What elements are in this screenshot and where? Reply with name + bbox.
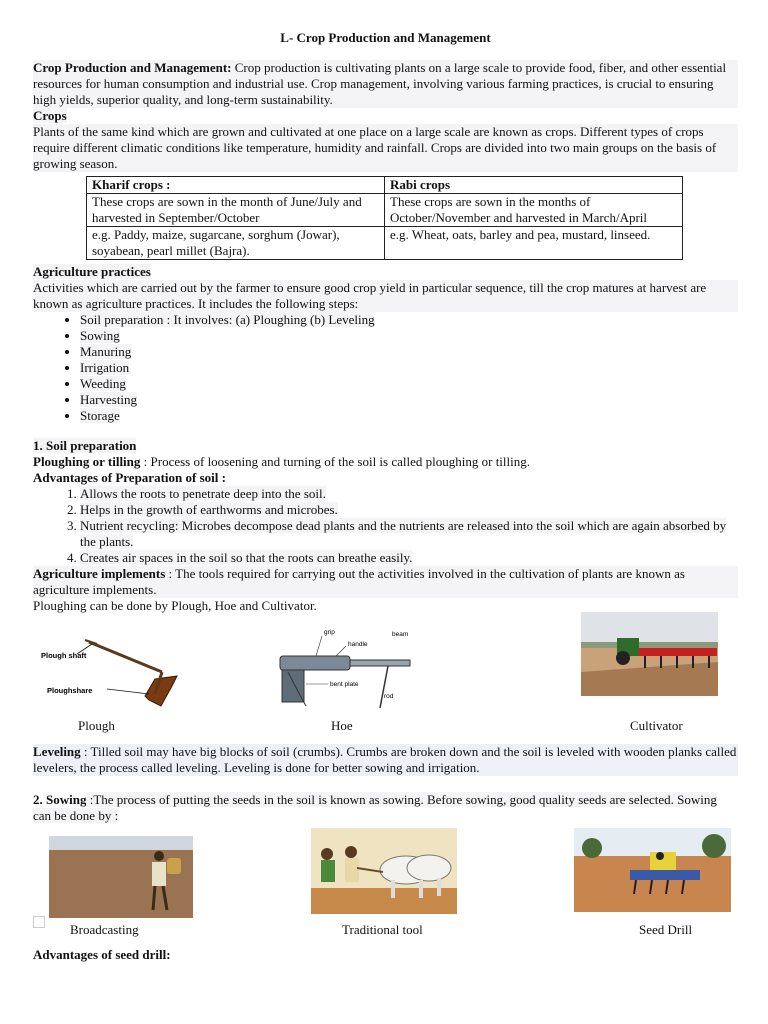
crops-heading-text: Crops: [33, 108, 67, 123]
intro-heading: Crop Production and Management:: [33, 60, 232, 75]
leveling-paragraph: [33, 744, 738, 776]
list-item-text: Creates air spaces in the soil so that the roots can breathe easily.: [80, 550, 413, 565]
list-item-text: Weeding: [80, 376, 126, 391]
list-item-text: Harvesting: [80, 392, 138, 407]
intro-paragraph: [33, 60, 738, 108]
plough-shaft-label: Plough shaft: [41, 651, 87, 660]
list-item: [80, 312, 738, 328]
caption-cultivator: Cultivator: [630, 718, 683, 733]
table-row: [87, 194, 683, 227]
advantages-heading: [33, 470, 738, 486]
ploughing-paragraph: [33, 454, 738, 470]
caption-broadcasting: Broadcasting: [70, 922, 139, 937]
cultivator-photo: [581, 612, 718, 696]
crops-heading: [33, 108, 738, 124]
hoe-rod-label: rod: [384, 693, 394, 700]
caption-seed-drill: Seed Drill: [639, 922, 693, 937]
list-item-text: Manuring: [80, 344, 132, 359]
traditional-tool-photo: [311, 828, 457, 914]
leveling-text: : Tilled soil may have big blocks of soil (crumbs). Crumbs are broken down and the soil is leveled with wooden planks called levelers, the process called leveling. Leveling is done for better sowing and irrigation.: [33, 744, 737, 775]
table-cell: These crops are sown in the month of June/July and harvested in September/October: [87, 194, 385, 227]
broadcasting-photo: [49, 836, 193, 918]
list-item-text: Irrigation: [80, 360, 130, 375]
sowing-text: :The process of putting the seeds in the soil is known as sowing. Before sowing, good quality seeds are selected. Sowing can be done by :: [33, 792, 717, 823]
table-cell: e.g. Wheat, oats, barley and pea, mustard, linseed.: [385, 227, 683, 260]
table-row: [87, 227, 683, 260]
list-item: [80, 360, 738, 376]
implements-figure-row: [33, 614, 738, 733]
checkbox-marker: [33, 916, 45, 928]
ploughing-term: Ploughing or tilling: [33, 454, 141, 469]
sowing-figure-row: [33, 824, 738, 944]
table-cell: e.g. Paddy, maize, sugarcane, sorghum (Jowar), soyabean, pearl millet (Bajra).: [87, 227, 385, 260]
sowing-paragraph: [33, 792, 738, 824]
list-item: [80, 486, 738, 502]
hoe-handle-label: handle: [348, 641, 368, 648]
agri-practices-heading-text: Agriculture practices: [33, 264, 151, 279]
list-item-text: Helps in the growth of earthworms and microbes.: [80, 502, 338, 517]
advantages-list: [33, 486, 738, 566]
hoe-beam-label: beam: [392, 631, 409, 638]
agri-steps-list: [33, 312, 738, 424]
advantages-heading-text: Advantages of Preparation of soil :: [33, 470, 226, 485]
hoe-grip-label: grip: [324, 629, 335, 636]
implements-paragraph: [33, 566, 738, 598]
crop-table-header-row: [87, 177, 683, 194]
caption-hoe: Hoe: [331, 718, 353, 733]
implements-text: : The tools required for carrying out the activities involved in the cultivation of plants are known as agriculture implements.: [33, 566, 685, 597]
list-item: [80, 550, 738, 566]
list-item: [80, 518, 738, 550]
agri-practices-heading: [33, 264, 738, 280]
list-item-text: Allows the roots to penetrate deep into the soil.: [80, 486, 326, 501]
seed-drill-heading-text: Advantages of seed drill:: [33, 947, 171, 962]
soil-prep-heading: [33, 438, 738, 454]
caption-traditional-tool: Traditional tool: [342, 922, 423, 937]
document-page: [33, 28, 738, 963]
table-header-kharif: Kharif crops :: [87, 177, 385, 194]
ploughshare-label: Ploughshare: [47, 686, 93, 695]
ploughing-tools-line: Ploughing can be done by Plough, Hoe and Cultivator.: [33, 598, 317, 613]
intro-text: Crop production is cultivating plants on a large scale to provide food, fiber, and other essential resources for human consumption and industrial use. Crop management, involving various farming practices, is crucial to ensuring high yields, superior quality, and long-term sustainability.: [33, 60, 727, 107]
list-item: [80, 376, 738, 392]
list-item: [80, 408, 738, 424]
crop-table: [86, 176, 683, 260]
agri-practices-paragraph: Activities which are carried out by the farmer to ensure good crop yield in particular sequence, till the crop matures at harvest are known as agriculture practices. It includes the following steps:: [33, 280, 738, 312]
plough-illustration: [37, 634, 187, 714]
page-title: L- Crop Production and Management: [280, 30, 491, 45]
list-item: [80, 344, 738, 360]
soil-prep-heading-text: 1. Soil preparation: [33, 438, 137, 453]
sowing-term: 2. Sowing: [33, 792, 87, 807]
table-header-rabi: Rabi crops: [385, 177, 683, 194]
list-item-text: Nutrient recycling: Microbes decompose dead plants and the nutrients are released into the soil which are again absorbed by the plants.: [80, 518, 727, 549]
list-item: [80, 328, 738, 344]
ploughing-text: : Process of loosening and turning of the soil is called ploughing or tilling.: [140, 454, 530, 469]
table-cell: These crops are sown in the months of October/November and harvested in March/April: [385, 194, 683, 227]
seed-drill-photo: [574, 828, 731, 912]
list-item-text: Storage: [80, 408, 120, 423]
list-item-text: Sowing: [80, 328, 120, 343]
list-item: [80, 392, 738, 408]
hoe-illustration: [276, 622, 416, 714]
implements-term: Agriculture implements: [33, 566, 166, 581]
list-item: [80, 502, 738, 518]
caption-plough: Plough: [78, 718, 115, 733]
crops-paragraph: Plants of the same kind which are grown and cultivated at one place on a large scale are known as crops. Different types of crops require different climatic conditions like temperature, humidity and rainfall. Crops are divided into two main groups on the basis of growing season.: [33, 124, 738, 172]
seed-drill-heading: [33, 947, 738, 963]
list-item-text: Soil preparation : It involves: (a) Ploughing (b) Leveling: [80, 312, 375, 327]
hoe-bent-plate-label: bent plate: [330, 681, 359, 688]
leveling-term: Leveling: [33, 744, 81, 759]
